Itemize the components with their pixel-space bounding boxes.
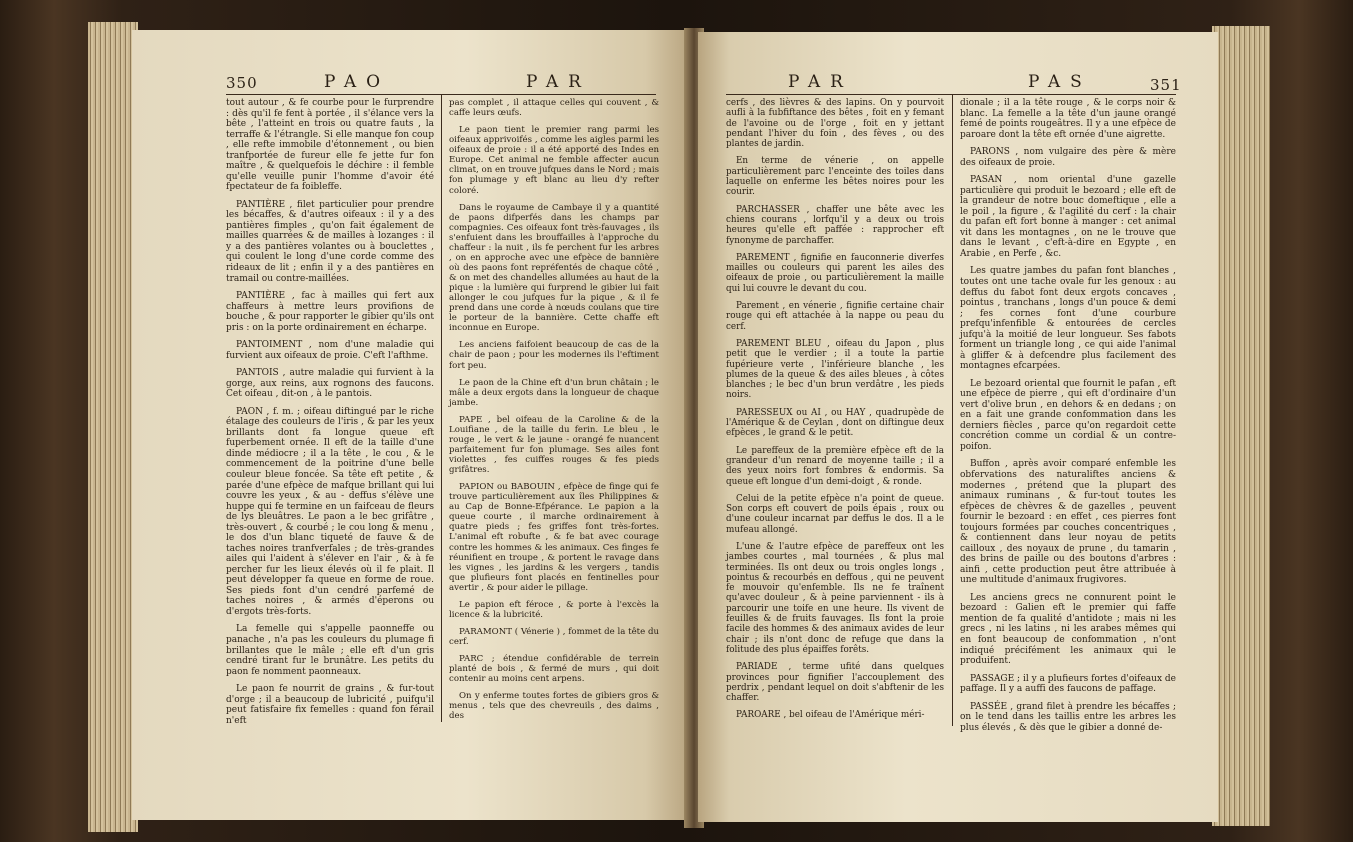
paragraph: Les anciens grecs ne connurent point le bezoard : Galien eft le premier qui faffe mention de fa qualité d'antidote ; mais ni les grecs , ni les latins , ni les arabes mêmes qui en font beaucoup de confommation , n'ont indiqué précifément les animaux qui le produifent. bbox=[960, 592, 1176, 667]
paragraph: PANTOIMENT , nom d'une maladie qui furvient aux oifeaux de proie. C'eft l'afthme. bbox=[226, 340, 434, 361]
left-column-1 bbox=[226, 98, 434, 738]
paragraph: Le pareffeux de la première efpèce eft de la grandeur d'un renard de moyenne taille ; il a des yeux noirs fort fombres & endormis. Sa queue eft longue d'un demi-doigt , & ronde. bbox=[726, 445, 944, 487]
paragraph: Le paon de la Chine eft d'un brun châtain ; le mâle a deux ergots dans la longueur de chaque jambe. bbox=[449, 377, 659, 408]
paragraph: PASSÉE , grand filet à prendre les bécaffes ; on le tend dans les taillis entre les arbres les plus élevés , & dès que le gibier a donné de- bbox=[960, 701, 1176, 733]
paragraph: dionale ; il a la tête rouge , & le corps noir & blanc. La femelle a la tête d'un jaune orangé femé de points rougeâtres. Il y a une efpèce de paroare dont la tête eft ornée d'une aigrette. bbox=[960, 98, 1176, 140]
paragraph: Le paon fe nourrit de grains , & fur-tout d'orge ; il a beaucoup de lubricité , puifqu'il peut fatisfaire fix femelles : quand fon férail n'eft bbox=[226, 684, 434, 726]
paragraph: Dans le royaume de Cambaye il y a quantité de paons difperfés dans les champs par compagnies. Ces oifeaux font très-fauvages , ils s'enfuient dans les brouffailles à l'approche du chaffeur : la nuit , ils fe perchent fur les arbres , on en approche avec une efpèce de bannière où des paons font repréfentés de chaque côté , & on met des chandelles allumées au haut de la pique : la lumière qui furprend le gibier lui fait allonger le cou jufques fur la pique , & il fe prend dans une corde à nœuds coulans que tire le porteur de la bannière. Cette chaffe eft inconnue en Europe. bbox=[449, 202, 659, 334]
paragraph: Les anciens faifoient beaucoup de cas de la chair de paon ; pour les modernes ils l'eftiment fort peu. bbox=[449, 340, 659, 371]
paragraph: On y enferme toutes fortes de gibiers gros & menus , tels que des chevreuils , des daims , des bbox=[449, 691, 659, 722]
paragraph: Le paon tient le premier rang parmi les oifeaux apprivoifés , comme les aigles parmi les oifeaux de proie : il a été apporté des Indes en Europe. Cet animal ne femble affecter aucun climat, on en trouve jufques dans le Nord ; mais fon plumage y eft blanc au lieu d'y refter coloré. bbox=[449, 125, 659, 196]
right-column-1 bbox=[726, 98, 944, 738]
paragraph: Parement , en vénerie , fignifie certaine chair rouge qui eft attachée à la nappe ou peau du cerf. bbox=[726, 301, 944, 332]
paragraph: PANTIÈRE , fac à mailles qui fert aux chaffeurs à mettre leurs provifions de bouche , & pour rapporter le gibier qu'ils ont pris : on la porte ordinairement en écharpe. bbox=[226, 291, 434, 333]
right-header-right: PAS bbox=[1028, 72, 1092, 92]
left-column-2 bbox=[449, 98, 659, 738]
paragraph: Les quatre jambes du pafan font blanches , toutes ont une tache ovale fur les genoux : au deffus du fabot font deux ergots concaves , pointus , tranchans , longs d'un pouce & demi ; fes cornes font d'une courbure prefqu'infenfible & entourées de cercles jufqu'à la moitié de leur longueur. Ses fabots forment un triangle long , ce qui aide l'animal à gliffer & à defcendre plus facilement des montagnes efcarpées. bbox=[960, 266, 1176, 372]
right-header-rule bbox=[726, 94, 1176, 95]
paragraph: La femelle qui s'appelle paonneffe ou panache , n'a pas les couleurs du plumage fi brillantes que le mâle ; elle eft d'un gris cendré tirant fur le brunâtre. Les petits du paon fe nomment paonneaux. bbox=[226, 624, 434, 677]
left-header-left: PAO bbox=[324, 72, 391, 92]
paragraph: cerfs , des lièvres & des lapins. On y pourvoit aufli à la fubfiftance des bêtes , foit en y femant de l'avoine ou de l'orge , foit en y jettant pendant l'hiver du foin , des fèves , ou des plantes de jardin. bbox=[726, 98, 944, 150]
paragraph: Le bezoard oriental que fournit le pafan , eft une efpèce de pierre , qui eft d'ordinaire d'un vert d'olive brun , en dehors & en dedans ; on en a fait une grande confommation dans les derniers fiècles , parce qu'on regardoit cette concrétion comme un cordial & un contre-poifon. bbox=[960, 378, 1176, 452]
paragraph: PANTOIS , autre maladie qui furvient à la gorge, aux reins, aux rognons des faucons. Cet oifeau , dit-on , à le pantois. bbox=[226, 368, 434, 400]
paragraph: PANTIÈRE , filet particulier pour prendre les bécaffes, & d'autres oifeaux : il y a des pantières fimples , qu'on fait également de mailles quarrées & de mailles à lozanges : il y a des pantières volantes ou à bouclettes , qui coulent le long d'une corde comme des rideaux de lit ; enfin il y a des pantières en tramail ou contre-maillées. bbox=[226, 199, 434, 284]
paragraph: PAPE , bel oifeau de la Caroline & de la Louifiane , de la taille du ferin. Le bleu , le rouge , le vert & le jaune - orangé fe nuancent parfaitement fur fon plumage. Ses ailes font violettes , fes cuiffes rouges & fes pieds grifâtres. bbox=[449, 414, 659, 476]
paragraph: pas complet , il attaque celles qui couvent , & caffe leurs œufs. bbox=[449, 98, 659, 119]
paragraph: Buffon , après avoir comparé enfemble les obfervations des naturaliftes anciens & modernes , prétend que la plupart des animaux ruminans , & fur-tout toutes les efpèces de chèvres & de gazelles , peuvent fournir le bezoard : en effet , ces pierres font toujours formées par couches concentriques , & contiennent dans leur noyau de petits cailloux , des noyaux de prune , du tamarin , des brins de paille ou des boutons d'arbres : ainfi , cette production peut être attribuée à une multitude d'animaux frugivores. bbox=[960, 459, 1176, 586]
paragraph: PARC ; étendue confidérable de terrein planté de bois , & fermé de murs , qui doit contenir au moins cent arpens. bbox=[449, 654, 659, 685]
paragraph: PAREMENT , fignifie en fauconnerie diverfes mailles ou couleurs qui parent les ailes des oifeaux de proie , ou particulièrement la maille qui lui couvre le devant du cou. bbox=[726, 252, 944, 294]
right-page-number: 351 bbox=[1150, 76, 1182, 94]
right-column-rule bbox=[952, 94, 953, 726]
paragraph: PAROARE , bel oifeau de l'Amérique méri- bbox=[736, 710, 925, 721]
paragraph: PARAMONT ( Vénerie ) , fommet de la tête du cerf. bbox=[449, 626, 659, 647]
paragraph: En terme de vénerie , on appelle particulièrement parc l'enceinte des toiles dans laquelle on enferme les bêtes noires pour les courir. bbox=[726, 156, 944, 198]
right-page bbox=[698, 32, 1218, 822]
paragraph: L'une & l'autre efpèce de pareffeux ont les jambes courtes , mal tournées , & plus mal terminées. Ils ont deux ou trois ongles longs , pointus & recourbés en deffous , qui ne peuvent fe mouvoir qu'enfemble. Ils ne fe traînent qu'avec douleur , & à peine parviennent - ils à parcourir une toife en une heure. Ils vivent de feuilles & de fruits fauvages. Ils font la proie facile des hommes & des animaux avides de leur chair ; ils n'ont donc de refuge que dans la folitude des plus épaiffes forêts. bbox=[726, 541, 944, 655]
left-page-number: 350 bbox=[226, 74, 258, 92]
left-header-right: PAR bbox=[526, 72, 591, 92]
right-page-edges bbox=[1212, 26, 1270, 826]
paragraph: PAREMENT BLEU , oifeau du Japon , plus petit que le verdier ; il a toute la partie fupérieure verte , l'inférieure blanche , les plumes de la queue & des ailes bleues , à côtes blanches ; le bec d'un brun verdâtre , les pieds noirs. bbox=[726, 338, 944, 401]
paragraph: PAPION ou BABOUIN , efpèce de finge qui fe trouve particulièrement aux îles Philippines & au Cap de Bonne-Efpérance. Le papion a la queue courte , il marche ordinairement à quatre pieds ; fes griffes font très-fortes. L'animal eft robufte , & fe bat avec courage contre les hommes & les animaux. Ces finges fe réunifient en troupe , & portent le ravage dans les vignes , les jardins & les vergers , tandis que plufieurs font placés en fentinelles pour avertir , & pour aider le pillage. bbox=[449, 482, 659, 593]
paragraph: PAON , f. m. ; oifeau diftingué par le riche étalage des couleurs de l'iris , & par les yeux brillants dont fa longue queue eft fuperbement ornée. Il eft de la taille d'une dinde médiocre ; il a la tête , le cou , & le commencement de la poitrine d'une belle couleur bleue foncée. Sa tête eft petite , & parée d'une efpèce de mafque brillant qui lui couvre les yeux , & au - deffus s'élève une huppe qui fe termine en un faifceau de fleurs de lys bleuâtres. Le paon a le bec grifâtre , très-ouvert , & courbé ; le cou long & menu , le dos d'un blanc tiqueté de fauve & de taches noires tranfverfales ; de très-grandes ailes qui l'aident à s'élever en l'air , & à fe percher fur les lieux élevés où il fe plait. Il peut développer fa queue en forme de roue. Ses pieds font d'un cendré parfemé de taches noires , & armés d'éperons ou d'ergots très-forts. bbox=[226, 406, 434, 617]
paragraph: PARCHASSER , chaffer une bête avec les chiens courans , lorfqu'il y a deux ou trois heures qu'elle eft paffée : rapprocher eft fynonyme de parchaffer. bbox=[726, 204, 944, 246]
paragraph: Celui de la petite efpèce n'a point de queue. Son corps eft couvert de poils épais , roux ou d'une couleur incarnat par deffus le dos. Il a le mufeau allongé. bbox=[726, 493, 944, 535]
paragraph: tout autour , & fe courbe pour le furprendre : dès qu'il fe fent à portée , il s'élance vers la bête , l'atteint en trois ou quatre fauts , la terraffe & l'étrangle. Si elle manque fon coup , elle refte immobile d'étonnement , ou bien tranfportée de fureur elle fe jette fur fon maître , & quelquefois le déchire : il femble qu'elle veuille punir l'homme d'avoir été fpectateur de fa foibleffe. bbox=[226, 98, 434, 193]
paragraph: PASSAGE ; il y a plufieurs fortes d'oifeaux de paffage. Il y a auffi des faucons de paffage. bbox=[960, 673, 1176, 695]
left-page bbox=[132, 30, 690, 820]
right-header-left: PAR bbox=[788, 72, 853, 92]
right-column-2 bbox=[960, 98, 1176, 738]
left-column-rule bbox=[441, 94, 442, 722]
paragraph: PARIADE , terme ufité dans quelques provinces pour fignifier l'accouplement des perdrix , pendant lequel on doit s'abftenir de les chaffer. bbox=[726, 662, 944, 704]
paragraph: PARONS , nom vulgaire des père & mère des oifeaux de proie. bbox=[960, 147, 1176, 168]
paragraph: Le papion eft féroce , & porte à l'excès la licence & la lubricité. bbox=[449, 599, 659, 620]
paragraph: PASAN , nom oriental d'une gazelle particulière qui produit le bezoard ; elle eft de la grandeur de notre bouc domeftique , elle a le poil , la figure , & l'agilité du cerf : la chair du pafan eft fort bonne à manger : cet animal vit dans les montagnes , on ne le trouve que dans le levant , c'eft-à-dire en Egypte , en Arabie , en Perfe , &c. bbox=[960, 175, 1176, 259]
left-page-edges bbox=[88, 22, 138, 832]
paragraph: PARESSEUX ou AI , ou HAY , quadrupède de l'Amérique & de Ceylan , dont on diftingue deux efpèces , le grand & le petit. bbox=[726, 407, 944, 439]
